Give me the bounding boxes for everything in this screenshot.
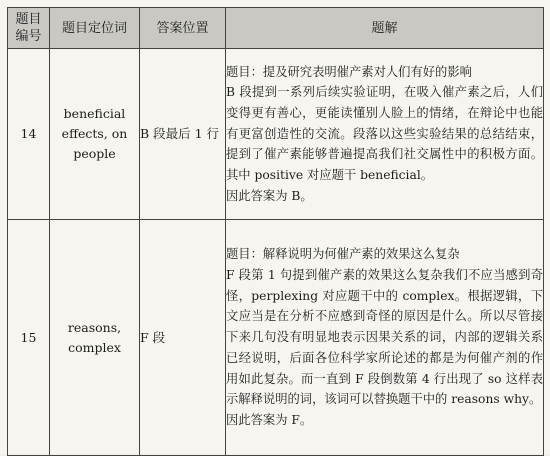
- explanation-question: 题目：解释说明为何催产素的效果这么复杂: [226, 247, 460, 262]
- keyword-line: people: [73, 146, 116, 161]
- keyword-line: reasons,: [67, 319, 122, 335]
- table-header-row: [8, 8, 544, 49]
- explanation-cell: [226, 49, 544, 220]
- header-explanation: 题解: [226, 8, 544, 49]
- header-question-number: [8, 8, 50, 49]
- header-answer-location: 答案位置: [140, 8, 226, 49]
- keyword-line: beneficial: [63, 106, 126, 121]
- answer-location: F 段: [140, 220, 226, 456]
- table-row: [8, 49, 544, 220]
- header-question-number-line1: 题目: [15, 12, 42, 27]
- answer-location: B 段最后 1 行: [140, 49, 226, 220]
- keyword-line: effects, on: [61, 126, 128, 141]
- question-number: 15: [8, 220, 50, 456]
- header-question-number-line2: 编号: [15, 29, 42, 44]
- keyword-line: complex: [68, 339, 121, 355]
- explanation-question: 题目：提及研究表明催产素对人们有好的影响: [226, 64, 472, 79]
- explanation-answer: 因此答案为 B。: [226, 188, 313, 203]
- keyword-cell: [50, 49, 140, 220]
- explanation-cell: [226, 220, 544, 456]
- answer-analysis-table: [7, 7, 544, 456]
- explanation-body: F 段第 1 句提到催产素的效果这么复杂我们不应当感到奇怪，perplexing 对应题干中的 complex。根据逻辑，下文应当是在分析不应感到奇怪的原因是什么。所以尽管接下来几句没有明显地表示因果关系的词，内部的逻辑关系已经说明，后面各位科学家所论述的都是为何催产剂的作用如此复杂。而一直到 F 段倒数第 4 行出现了 so 这样表示解释说明的词，该词可以替换题干中的 reasons why。: [226, 268, 543, 407]
- table-row: [8, 220, 544, 456]
- question-number: 14: [8, 49, 50, 220]
- explanation-body: B 段提到一系列后续实验证明，在吸入催产素之后，人们变得更有善心，更能读懂别人脸上的情绪，在辩论中也能有更富创造性的交流。段落以这些实验结果的总结结束，提到了催产素能够普遍提高我们社交属性中的积极方面。其中 positive 对应题干 beneficial。: [226, 85, 543, 183]
- explanation-answer: 因此答案为 F。: [226, 412, 313, 427]
- header-keyword: 题目定位词: [50, 8, 140, 49]
- keyword-cell: [50, 220, 140, 456]
